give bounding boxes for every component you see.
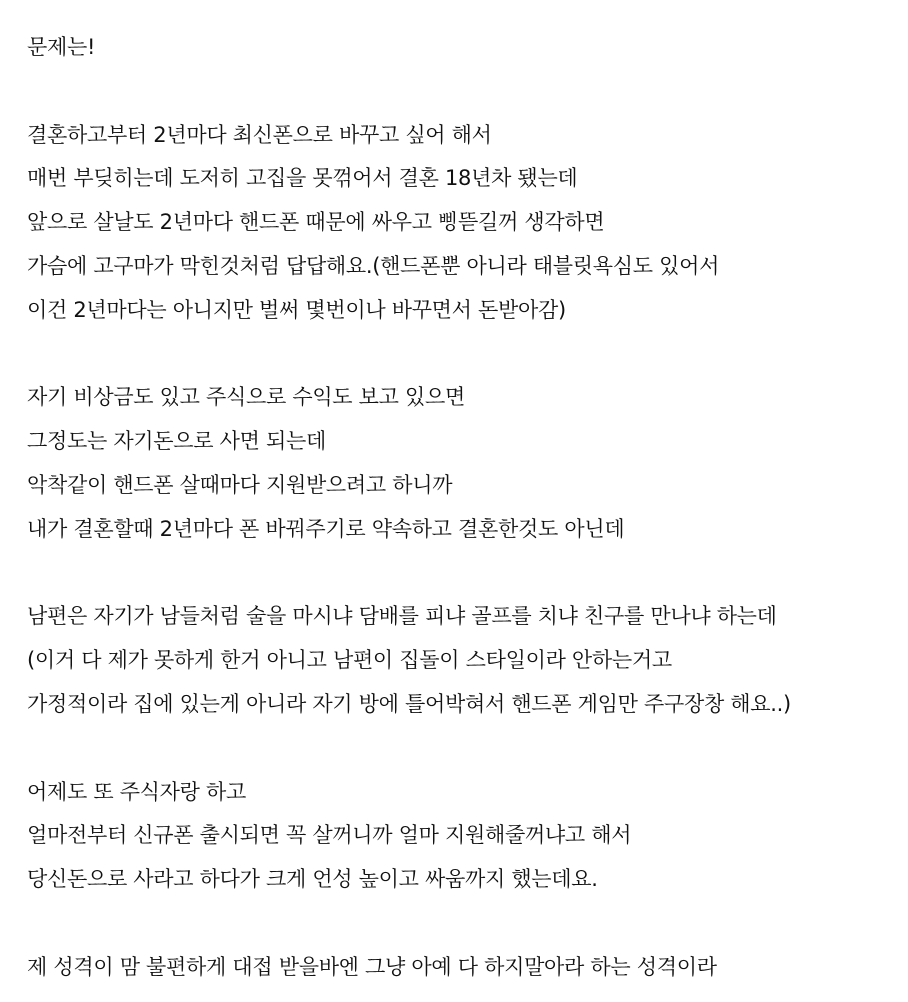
text-line: 당신돈으로 사라고 하다가 크게 언성 높이고 싸움까지 했는데요. [27,867,598,892]
blank-line [27,552,897,596]
blank-line [27,333,897,377]
text-line: 남편은 자기가 남들처럼 술을 마시냐 담배를 피냐 골프를 치냐 친구를 만나냐 하는데 [27,604,777,629]
text-line: 이건 2년마다는 아니지만 벌써 몇번이나 바꾸면서 돈받아감) [27,297,566,322]
text-line: 어제도 또 주식자랑 하고 [27,779,246,804]
text-line: (이거 다 제가 못하게 한거 아니고 남편이 집돌이 스타일이라 안하는거고 [27,648,672,673]
text-line: 매번 부딪히는데 도저히 고집을 못꺾어서 결혼 18년차 됐는데 [27,166,578,191]
text-line: 자기 비상금도 있고 주식으로 수익도 보고 있으면 [27,385,465,410]
text-line: 그정도는 자기돈으로 사면 되는데 [27,429,326,454]
blank-line [27,727,897,771]
text-line: 문제는! [27,35,96,59]
text-line: 가슴에 고구마가 막힌것처럼 답답해요.(핸드폰뿐 아니라 태블릿욕심도 있어서 [27,253,720,278]
text-line: 가정적이라 집에 있는게 아니라 자기 방에 틀어박혀서 핸드폰 게임만 주구장창 해요..) [27,691,791,716]
text-line: 앞으로 살날도 2년마다 핸드폰 때문에 싸우고 삥뜯길꺼 생각하면 [27,210,605,235]
blank-line [27,902,897,946]
text-line: 악착같이 핸드폰 살때마다 지원받으려고 하니까 [27,472,453,497]
post-body [27,26,897,990]
text-line: 제 성격이 맘 불편하게 대접 받을바엔 그냥 아예 다 하지말아라 하는 성격이라 [27,954,717,979]
blank-line [27,70,897,114]
text-line: 결혼하고부터 2년마다 최신폰으로 바꾸고 싶어 해서 [27,122,492,147]
text-line: 내가 결혼할때 2년마다 폰 바꿔주기로 약속하고 결혼한것도 아닌데 [27,516,625,541]
text-line: 얼마전부터 신규폰 출시되면 꼭 살꺼니까 얼마 지원해줄꺼냐고 해서 [27,823,632,848]
